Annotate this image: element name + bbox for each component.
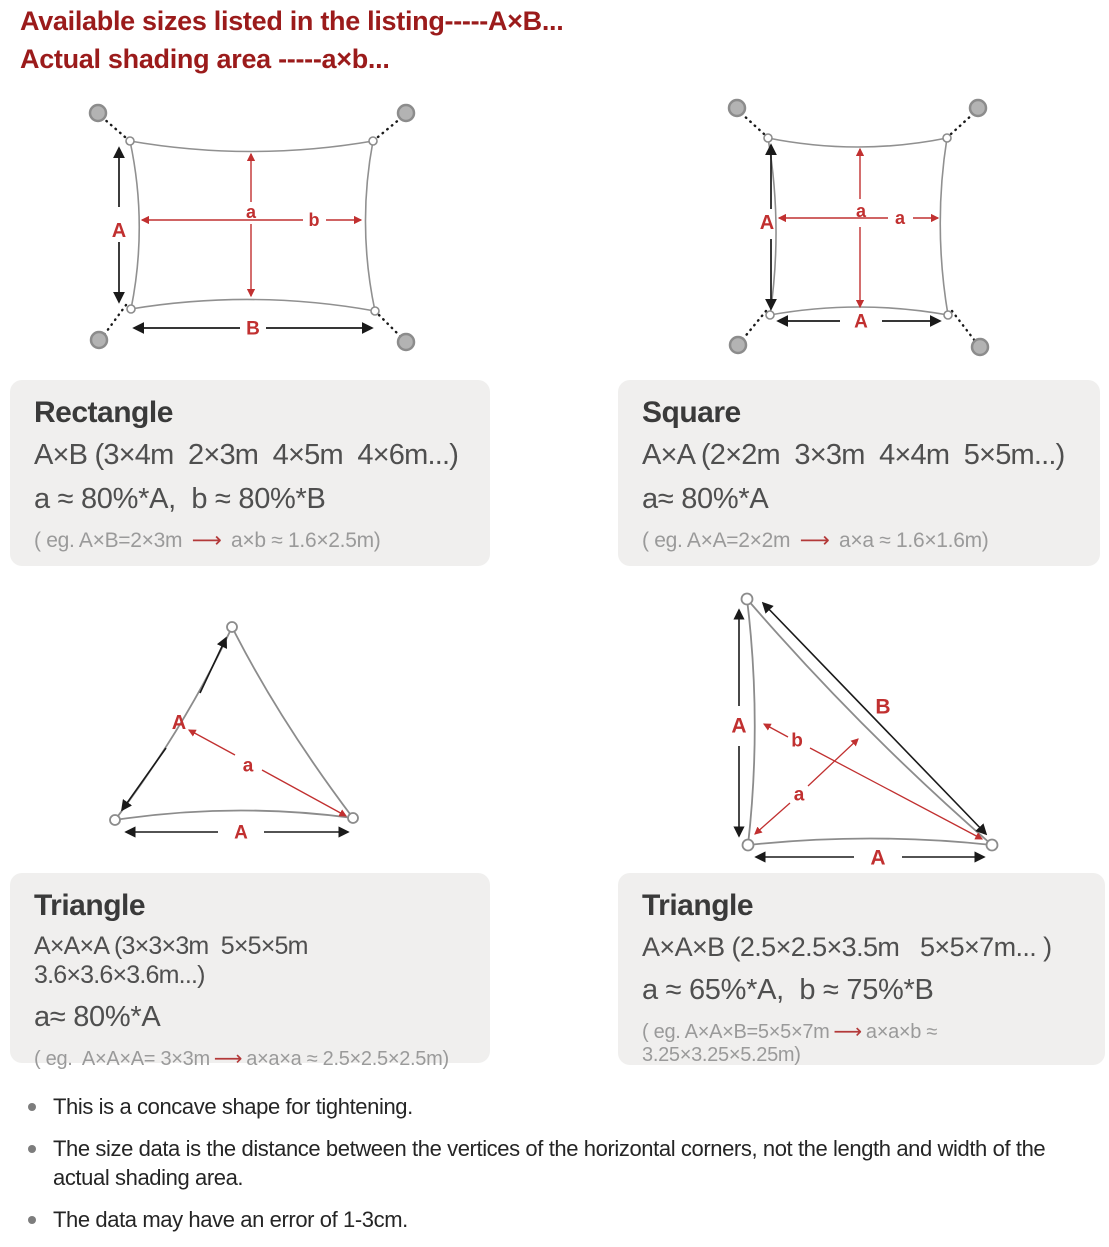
rect-shade-horiz-label: b: [308, 210, 320, 230]
example-prefix: ( eg. A×A=2×2m: [642, 529, 796, 552]
card-formula: a≈ 80%*A: [642, 483, 769, 515]
rt-side-label: A: [731, 714, 747, 738]
rect-shade-vert-label: a: [245, 202, 257, 222]
card-sizes: A×A (2×2m 3×3m 4×4m 5×5m...): [642, 439, 1065, 471]
example-prefix: ( eg. A×A×B=5×5×7m: [642, 1021, 830, 1043]
card-example: [34, 1046, 480, 1071]
card-title: Rectangle: [34, 396, 173, 429]
card-title: Square: [642, 396, 741, 429]
note-text: This is a concave shape for tightening.: [53, 1094, 413, 1119]
rt-hypotenuse-label: B: [875, 695, 891, 719]
rectangle-sail-diagram: [58, 90, 490, 368]
bullet-dot: [28, 1145, 36, 1153]
note-item: [28, 1134, 1090, 1192]
rect-side-label: A: [111, 220, 127, 242]
rectangle-info-card: [10, 380, 490, 566]
note-text: The data may have an error of 1-3cm.: [53, 1207, 408, 1233]
rt-shade-b-label: b: [791, 730, 803, 752]
note-item: [28, 1092, 1090, 1121]
square-sail-diagram: [692, 87, 1099, 372]
notes-list: [28, 1092, 1090, 1247]
right-arrow-icon: ⟶: [833, 1019, 862, 1043]
example-suffix: a×a×a ≈ 2.5×2.5×2.5m): [246, 1048, 449, 1070]
sail-outline: [768, 138, 948, 315]
example-suffix: a×a ≈ 1.6×1.6m): [833, 529, 989, 552]
rt-shade-a-label: a: [793, 784, 805, 806]
page-title: [20, 2, 563, 78]
triangle-shade-label: a: [242, 755, 254, 777]
bullet-dot: [28, 1103, 36, 1111]
square-bottom-label: A: [854, 311, 868, 333]
card-sizes: A×A×A (3×3×3m 5×5×5m 3.6×3.6×3.6m...): [34, 932, 320, 989]
triangle-equilateral-diagram: [78, 598, 470, 858]
triangle-side-label: A: [171, 712, 187, 734]
title-line-2: Actual shading area -----a×b...: [20, 44, 390, 74]
example-suffix: a×b ≈ 1.6×2.5m): [225, 529, 381, 552]
card-example: [642, 1019, 1095, 1067]
card-sizes: A×B (3×4m 2×3m 4×5m 4×6m...): [34, 439, 459, 471]
square-shade-vert-label: a: [855, 201, 867, 221]
card-sizes: A×A×B (2.5×2.5×3.5m 5×5×7m... ): [642, 932, 1052, 962]
example-prefix: ( eg. A×A×A= 3×3m: [34, 1048, 210, 1070]
note-item: [28, 1205, 1090, 1234]
square-info-card: [618, 380, 1100, 566]
card-example: [642, 528, 1090, 553]
card-formula: a ≈ 80%*A, b ≈ 80%*B: [34, 483, 326, 515]
card-title: Triangle: [34, 889, 146, 922]
right-arrow-icon: ⟶: [213, 1046, 243, 1070]
card-example: [34, 528, 480, 553]
triangle-right-info-card: [618, 873, 1105, 1065]
card-formula: a ≈ 65%*A, b ≈ 75%*B: [642, 974, 934, 1006]
right-arrow-icon: ⟶: [799, 528, 830, 552]
example-suffix: a×a×b ≈ 3.25×3.25×5.25m): [642, 1021, 943, 1066]
triangle-right-diagram: [628, 588, 1090, 870]
bullet-dot: [28, 1216, 36, 1224]
square-shade-horiz-label: a: [894, 208, 906, 228]
rect-bottom-label: B: [246, 318, 260, 340]
triangle-equilateral-info-card: [10, 873, 490, 1070]
example-prefix: ( eg. A×B=2×3m: [34, 529, 188, 552]
right-arrow-icon: ⟶: [191, 528, 222, 552]
card-title: Triangle: [642, 889, 754, 922]
square-side-label: A: [759, 212, 775, 234]
card-formula: a≈ 80%*A: [34, 1001, 161, 1033]
sail-outline: [130, 141, 375, 311]
rt-bottom-label: A: [870, 846, 886, 870]
note-text: The size data is the distance between the vertices of the horizontal corners, not the length and width of the actual shading area.: [53, 1136, 1051, 1191]
sail-outline: [115, 627, 353, 820]
triangle-bottom-label: A: [234, 822, 248, 844]
title-line-1: Available sizes listed in the listing-----A×B...: [20, 6, 564, 36]
